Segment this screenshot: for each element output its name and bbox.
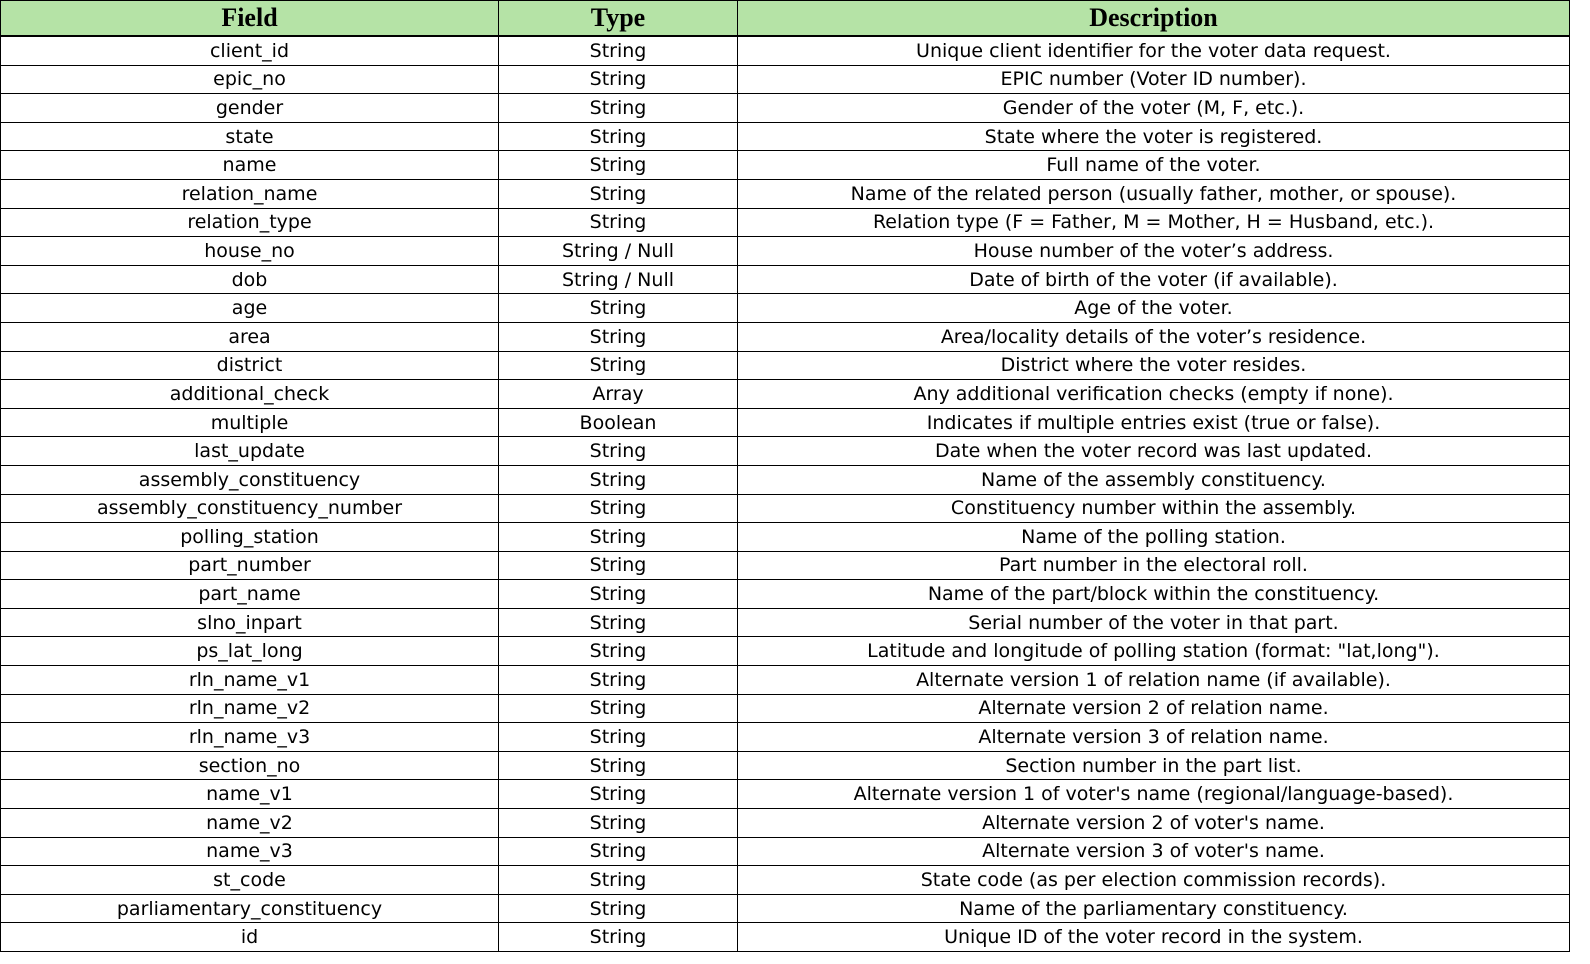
field-cell[interactable]: gender	[1, 94, 499, 123]
table-row	[1, 637, 1570, 666]
description-cell[interactable]: Indicates if multiple entries exist (true or false).	[738, 408, 1570, 437]
field-cell[interactable]: parliamentary_constituency	[1, 894, 499, 923]
field-cell[interactable]: age	[1, 294, 499, 323]
type-cell[interactable]: String	[499, 694, 738, 723]
field-cell[interactable]: rln_name_v1	[1, 666, 499, 695]
table-row	[1, 380, 1570, 409]
type-cell[interactable]: String	[499, 809, 738, 838]
table-row	[1, 208, 1570, 237]
description-cell[interactable]: Unique ID of the voter record in the system.	[738, 923, 1570, 952]
field-cell[interactable]: assembly_constituency	[1, 465, 499, 494]
type-cell[interactable]: String	[499, 894, 738, 923]
table-row	[1, 65, 1570, 94]
table-row	[1, 122, 1570, 151]
description-cell[interactable]: Constituency number within the assembly.	[738, 494, 1570, 523]
table-row	[1, 780, 1570, 809]
table-row	[1, 523, 1570, 552]
type-cell[interactable]: String / Null	[499, 265, 738, 294]
description-cell[interactable]: Latitude and longitude of polling station (format: "lat,long").	[738, 637, 1570, 666]
field-cell[interactable]: id	[1, 923, 499, 952]
type-cell[interactable]: String	[499, 523, 738, 552]
type-cell[interactable]: String	[499, 208, 738, 237]
description-cell[interactable]: Alternate version 3 of voter's name.	[738, 837, 1570, 866]
type-cell[interactable]: String	[499, 322, 738, 351]
type-cell[interactable]: String	[499, 666, 738, 695]
description-cell[interactable]: Name of the related person (usually father, mother, or spouse).	[738, 179, 1570, 208]
field-cell[interactable]: slno_inpart	[1, 608, 499, 637]
field-cell[interactable]: polling_station	[1, 523, 499, 552]
table-row	[1, 408, 1570, 437]
table-row	[1, 294, 1570, 323]
type-cell[interactable]: String	[499, 122, 738, 151]
table-row	[1, 465, 1570, 494]
field-cell[interactable]: state	[1, 122, 499, 151]
description-cell[interactable]: Name of the assembly constituency.	[738, 465, 1570, 494]
description-cell[interactable]: Alternate version 3 of relation name.	[738, 723, 1570, 752]
table-row	[1, 551, 1570, 580]
description-cell[interactable]: Age of the voter.	[738, 294, 1570, 323]
type-cell[interactable]: String	[499, 923, 738, 952]
table-row	[1, 608, 1570, 637]
table-row	[1, 36, 1570, 65]
field-cell[interactable]: assembly_constituency_number	[1, 494, 499, 523]
field-cell[interactable]: name_v1	[1, 780, 499, 809]
type-cell[interactable]: String	[499, 723, 738, 752]
table-row	[1, 237, 1570, 266]
type-cell[interactable]: String	[499, 465, 738, 494]
field-cell[interactable]: name_v2	[1, 809, 499, 838]
description-cell[interactable]: Alternate version 1 of voter's name (regional/language-based).	[738, 780, 1570, 809]
field-cell[interactable]: client_id	[1, 36, 499, 65]
description-cell[interactable]: Name of the parliamentary constituency.	[738, 894, 1570, 923]
type-cell[interactable]: String	[499, 65, 738, 94]
table-row	[1, 837, 1570, 866]
type-cell[interactable]: String	[499, 751, 738, 780]
field-cell[interactable]: st_code	[1, 866, 499, 895]
description-cell[interactable]: Gender of the voter (M, F, etc.).	[738, 94, 1570, 123]
table-row	[1, 179, 1570, 208]
description-cell[interactable]: District where the voter resides.	[738, 351, 1570, 380]
field-cell[interactable]: multiple	[1, 408, 499, 437]
type-cell[interactable]: String	[499, 179, 738, 208]
description-cell[interactable]: Full name of the voter.	[738, 151, 1570, 180]
table-row	[1, 894, 1570, 923]
field-cell[interactable]: last_update	[1, 437, 499, 466]
description-cell[interactable]: Date when the voter record was last updated.	[738, 437, 1570, 466]
description-cell[interactable]: House number of the voter’s address.	[738, 237, 1570, 266]
type-cell[interactable]: String	[499, 580, 738, 609]
header-row	[1, 1, 1570, 37]
description-cell[interactable]: Any additional verification checks (empty if none).	[738, 380, 1570, 409]
field-cell[interactable]: additional_check	[1, 380, 499, 409]
table-row	[1, 694, 1570, 723]
description-cell[interactable]: Area/locality details of the voter’s residence.	[738, 322, 1570, 351]
description-cell[interactable]: Alternate version 2 of voter's name.	[738, 809, 1570, 838]
description-cell[interactable]: Name of the polling station.	[738, 523, 1570, 552]
field-cell[interactable]: house_no	[1, 237, 499, 266]
description-cell[interactable]: State code (as per election commission records).	[738, 866, 1570, 895]
table-row	[1, 809, 1570, 838]
description-cell[interactable]: Serial number of the voter in that part.	[738, 608, 1570, 637]
table-row	[1, 437, 1570, 466]
table-row	[1, 494, 1570, 523]
table-row	[1, 923, 1570, 952]
table-row	[1, 322, 1570, 351]
table-body	[1, 36, 1570, 952]
field-cell[interactable]: rln_name_v3	[1, 723, 499, 752]
type-cell[interactable]: String	[499, 780, 738, 809]
field-cell[interactable]: relation_name	[1, 179, 499, 208]
type-cell[interactable]: String	[499, 151, 738, 180]
table-row	[1, 751, 1570, 780]
field-cell[interactable]: section_no	[1, 751, 499, 780]
header-field[interactable]: Field	[1, 1, 499, 37]
description-cell[interactable]: Part number in the electoral roll.	[738, 551, 1570, 580]
type-cell[interactable]: Boolean	[499, 408, 738, 437]
type-cell[interactable]: String	[499, 837, 738, 866]
description-cell[interactable]: Unique client identifier for the voter data request.	[738, 36, 1570, 65]
table-row	[1, 666, 1570, 695]
description-cell[interactable]: Alternate version 2 of relation name.	[738, 694, 1570, 723]
description-cell[interactable]: EPIC number (Voter ID number).	[738, 65, 1570, 94]
field-cell[interactable]: dob	[1, 265, 499, 294]
type-cell[interactable]: String	[499, 94, 738, 123]
field-cell[interactable]: part_name	[1, 580, 499, 609]
table-row	[1, 351, 1570, 380]
type-cell[interactable]: String	[499, 36, 738, 65]
table-row	[1, 723, 1570, 752]
description-cell[interactable]: Section number in the part list.	[738, 751, 1570, 780]
header-description[interactable]: Description	[738, 1, 1570, 37]
type-cell[interactable]: String	[499, 494, 738, 523]
header-type[interactable]: Type	[499, 1, 738, 37]
description-cell[interactable]: Alternate version 1 of relation name (if available).	[738, 666, 1570, 695]
type-cell[interactable]: String	[499, 294, 738, 323]
field-cell[interactable]: part_number	[1, 551, 499, 580]
field-cell[interactable]: rln_name_v2	[1, 694, 499, 723]
field-cell[interactable]: relation_type	[1, 208, 499, 237]
description-cell[interactable]: Name of the part/block within the constituency.	[738, 580, 1570, 609]
table-row	[1, 580, 1570, 609]
field-cell[interactable]: name	[1, 151, 499, 180]
type-cell[interactable]: String	[499, 866, 738, 895]
type-cell[interactable]: String	[499, 437, 738, 466]
type-cell[interactable]: String / Null	[499, 237, 738, 266]
type-cell[interactable]: String	[499, 637, 738, 666]
field-cell[interactable]: name_v3	[1, 837, 499, 866]
type-cell[interactable]: Array	[499, 380, 738, 409]
field-cell[interactable]: area	[1, 322, 499, 351]
type-cell[interactable]: String	[499, 551, 738, 580]
field-cell[interactable]: ps_lat_long	[1, 637, 499, 666]
table-row	[1, 94, 1570, 123]
field-cell[interactable]: district	[1, 351, 499, 380]
description-cell[interactable]: Relation type (F = Father, M = Mother, H = Husband, etc.).	[738, 208, 1570, 237]
type-cell[interactable]: String	[499, 351, 738, 380]
type-cell[interactable]: String	[499, 608, 738, 637]
table-row	[1, 151, 1570, 180]
field-cell[interactable]: epic_no	[1, 65, 499, 94]
table-row	[1, 866, 1570, 895]
description-cell[interactable]: Date of birth of the voter (if available).	[738, 265, 1570, 294]
description-cell[interactable]: State where the voter is registered.	[738, 122, 1570, 151]
table-row	[1, 265, 1570, 294]
